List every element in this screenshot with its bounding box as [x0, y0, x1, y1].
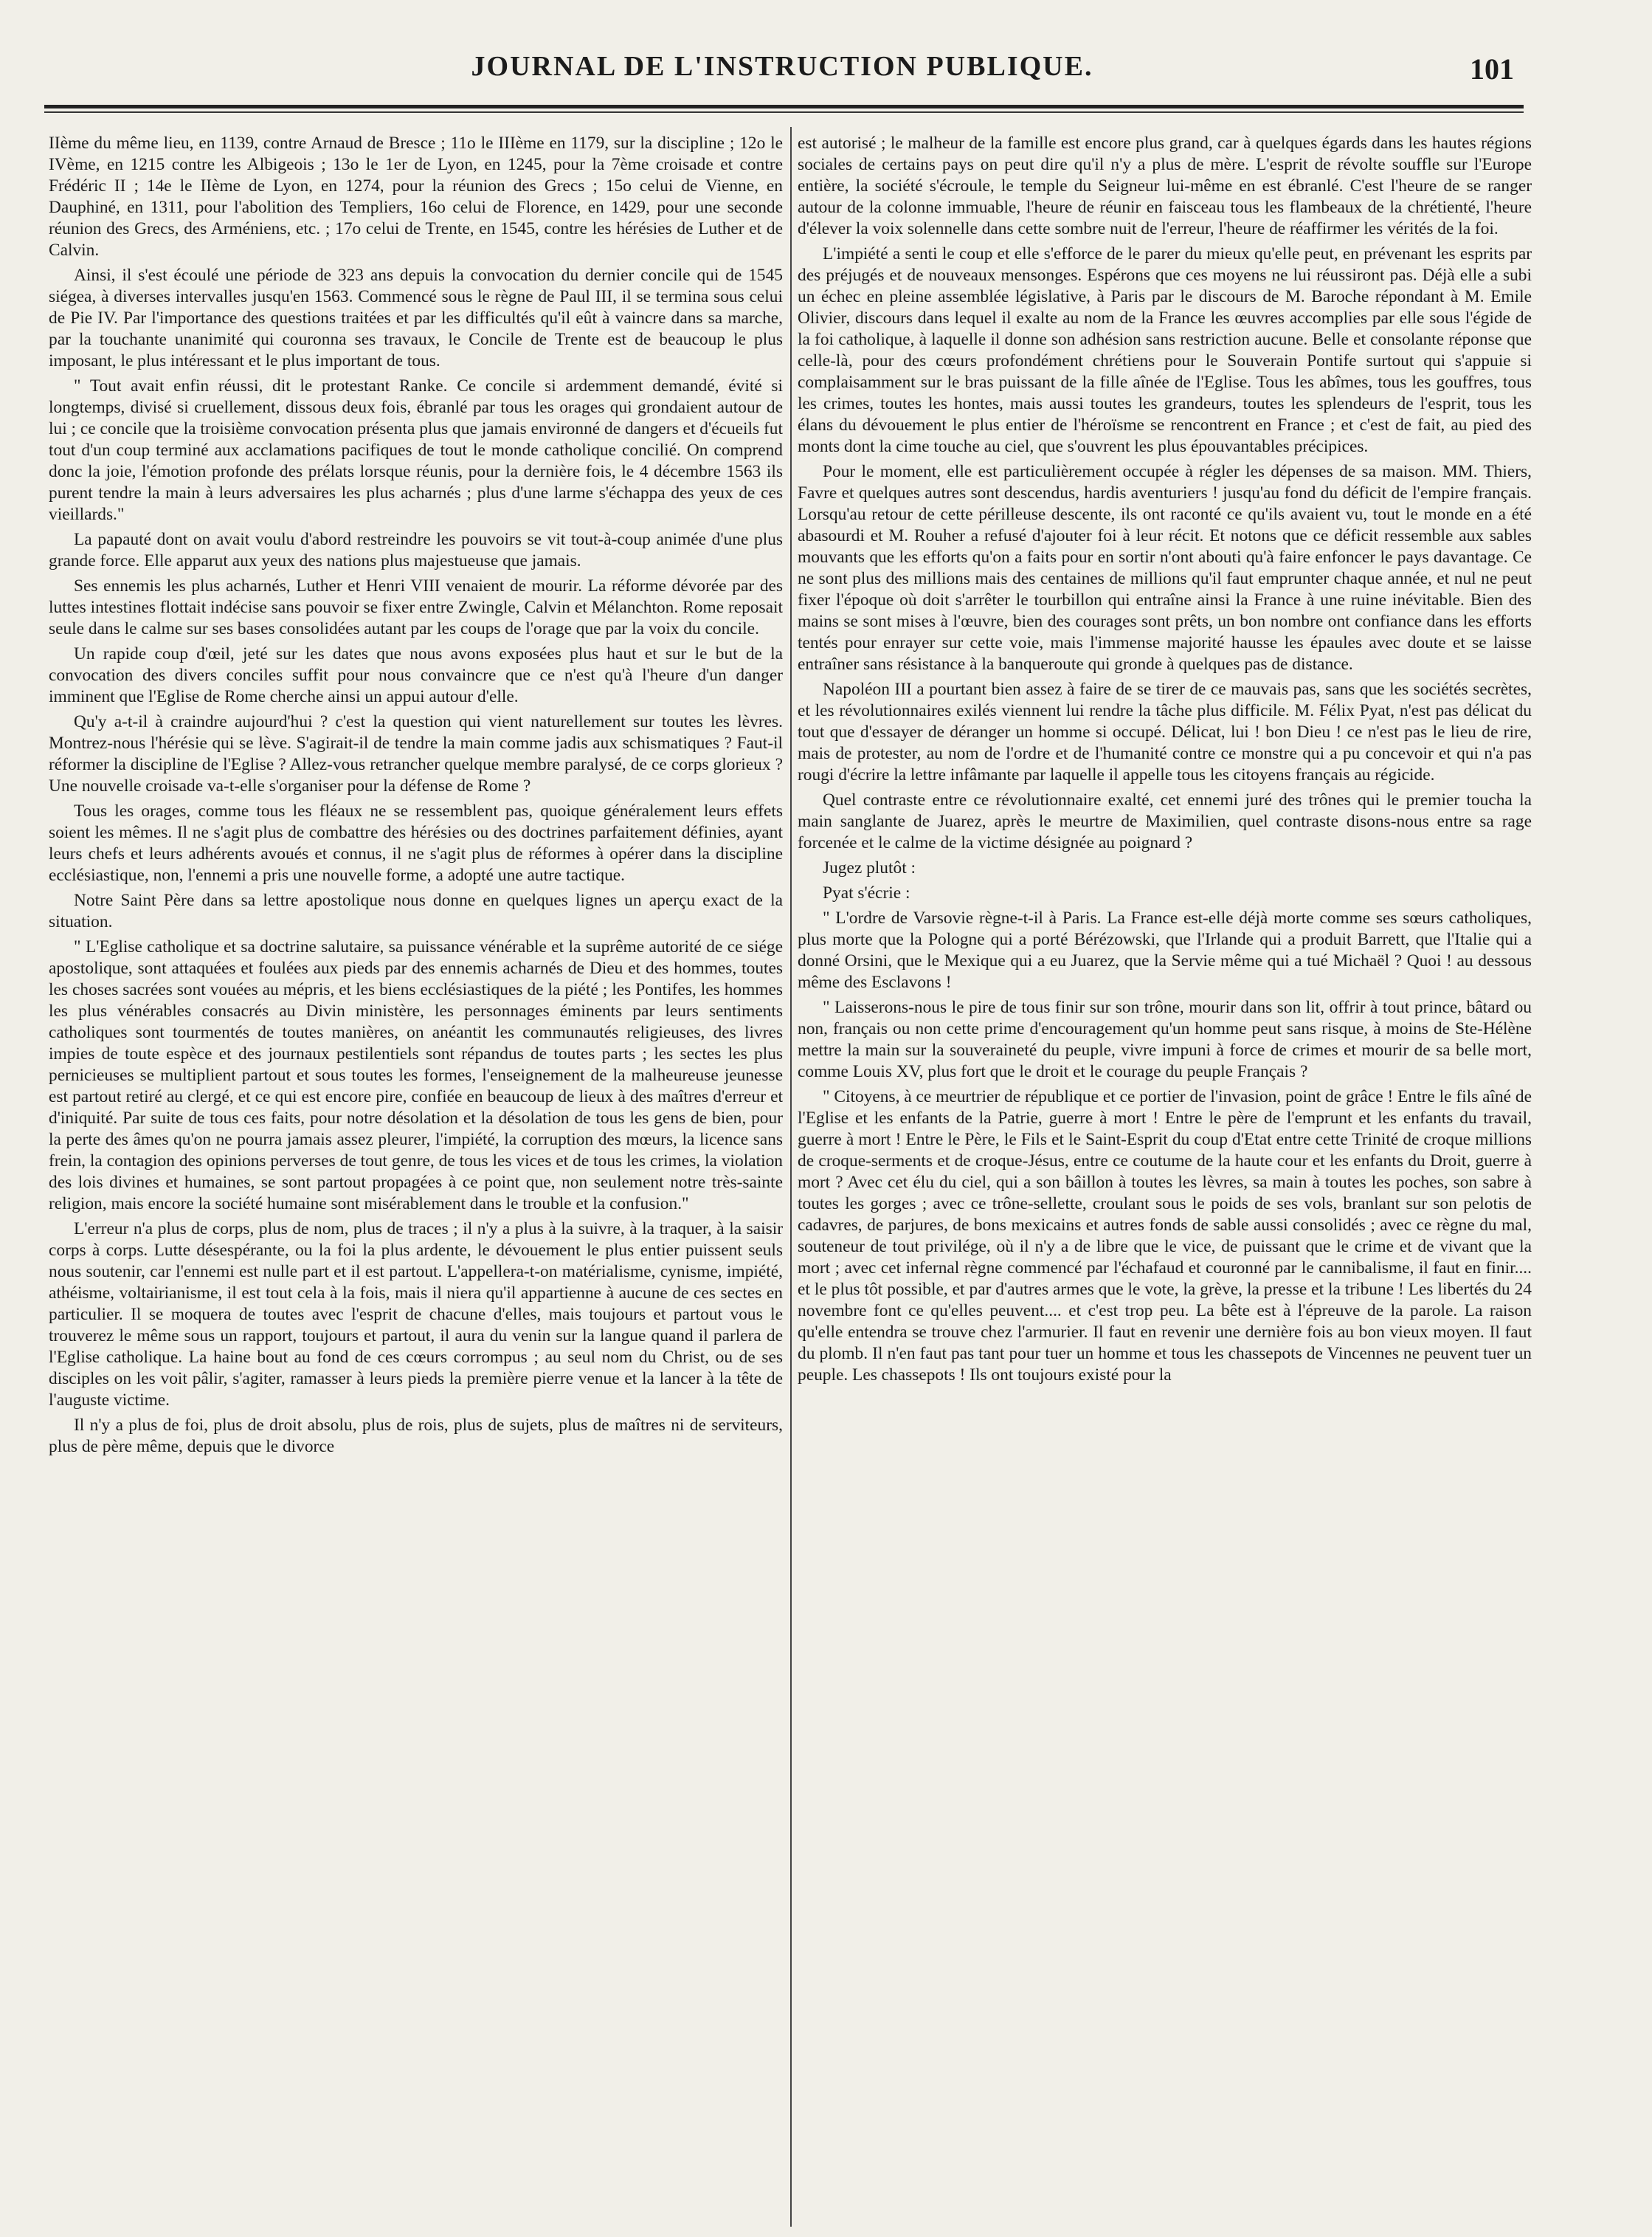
paragraph: Pyat s'écrie : [823, 883, 910, 903]
paragraph: Jugez plutôt : [823, 858, 916, 878]
paragraph: " L'ordre de Varsovie règne-t-il à Paris. La France est-elle déjà morte comme ses sœurs catholiques, plus morte que la Pologne qui a porté Bérézowski, que l'Irlande qui a produit Barrett, que l'Italie qui a donné Orsini, que le Mexique qui a eu Juarez, que la Servie même qui a tué Michaël ? Quoi ! au dessous même des Esclavons ! [798, 909, 1532, 992]
paragraph: " Citoyens, à ce meurtrier de république et ce portier de l'invasion, point de grâce ! Entre le fils aîné de l'Eglise et les enfants de la Patrie, guerre à mort ! Entre le père de l'emprunt et les enfants du travail, guerre à mort ! Entre le Père, le Fils et le Saint-Esprit du coup d'Etat entre cette Trinité de croque millions de croque-serments et de croque-Jésus, entre ce coutume de la haute cour et les enfants du Droit, guerre à mort ? Avec cet élu du ciel, qui a son bâillon à toutes les lèvres, sa main à toutes les poches, son sabre à toutes les gorges ; avec ce trône-sellette, croulant sous le poids de ses vols, branlant sur son pelotis de cadavres, de parjures, de bons mexicains et autres fonds de sable aussi consolidés ; avec ce règne du mal, souteneur de tout privilége, où il n'y a de libre que le vice, de puissant que le crime et de vivant que la mort ; avec cet infernal règne commencé par l'échafaud et couronné par le cannibalisme, il faut en finir.... et le plus tôt possible, et par d'autres armes que le vote, la grève, la presse et la tribune ! Les libertés du 24 novembre font ce qu'elles peuvent.... et c'est trop peu. La bête est à l'épreuve de la parole. La raison qu'elle entendra se trouve chez l'armurier. Il faut en revenir une dernière fois au bon vieux moyen. Il faut du plomb. Il n'en faut pas tant pour tuer un homme et tous les chassepots de Vincennes ne peuvent tuer un peuple. Les chassepots ! Ils ont toujours existé pour la [798, 1087, 1532, 1385]
paragraph: La papauté dont on avait voulu d'abord restreindre les pouvoirs se vit tout-à-coup animée d'une plus grande force. Elle apparut aux yeux des nations plus majestueuse que jamais. [49, 530, 783, 571]
paragraph: Pour le moment, elle est particulièrement occupée à régler les dépenses de sa maison. MM. Thiers, Favre et quelques autres sont descendus, hardis aventuriers ! jusqu'au fond du déficit de l'empire français. Lorsqu'au retour de cette périlleuse descente, ils ont raconté ce qu'ils avaient vu, tout le monde en a été abasourdi et M. Rouher a refusé d'ajouter foi à leur récit. Et notons que ce déficit ressemble aux sables mouvants que les efforts qu'on a faits pour en sortir n'ont abouti qu'à faire enfoncer le pays davantage. Ce ne sont plus des millions mais des centaines de millions qu'il faut emprunter chaque année, et nul ne peut fixer l'époque où doit s'arrêter le tourbillon qui entraîne ainsi la France à une ruine inévitable. Bien des mains se sont mises à l'œuvre, bien des courages sont prêts, un bon nombre ont confiance dans les efforts tentés pour enrayer sur cette voie, mais l'immense majorité hausse les épaules avec doute et se laisse entraîner sans résistance à la banqueroute qui gronde à quelques pas de distance. [798, 462, 1532, 674]
paragraph: Ainsi, il s'est écoulé une période de 323 ans depuis la convocation du dernier concile qui de 1545 siégea, à diverses intervalles jusqu'en 1563. Commencé sous le règne de Paul III, il se termina sous celui de Pie IV. Par l'importance des questions traitées et par les difficultés qu'il eût à vaincre dans sa marche, par la touchante unanimité qui couronna ses travaux, le Concile de Trente est de beaucoup le plus imposant, le plus intéressant et le plus important de tous. [49, 266, 783, 370]
right-column [798, 133, 1532, 2222]
paragraph: Ses ennemis les plus acharnés, Luther et Henri VIII venaient de mourir. La réforme dévorée par des luttes intestines flottait indécise sans pouvoir se fixer entre Zwingle, Calvin et Mélanchton. Rome reposait seule dans le calme sur ses bases consolidées autant par les coups de l'orage que par la voix du concile. [49, 576, 783, 638]
paragraph: Qu'y a-t-il à craindre aujourd'hui ? c'est la question qui vient naturellement sur toutes les lèvres. Montrez-nous l'hérésie qui se lève. S'agirait-il de tendre la main comme jadis aux schismatiques ? Faut-il réformer la discipline de l'Eglise ? Allez-vous retrancher quelque membre paralysé, de ce corps glorieux ? Une nouvelle croisade va-t-elle s'organiser pour la défense de Rome ? [49, 712, 783, 796]
paragraph: Il n'y a plus de foi, plus de droit absolu, plus de rois, plus de sujets, plus de maîtres ni de serviteurs, plus de père même, depuis que le divorce [49, 1416, 783, 1456]
paragraph: L'impiété a senti le coup et elle s'efforce de le parer du mieux qu'elle peut, en prévenant les esprits par des préjugés et de nouveaux mensonges. Espérons que ces moyens ne lui réussiront pas. Déjà elle a subi un échec en pleine assemblée législative, à Paris par le discours de M. Baroche répondant à M. Emile Olivier, discours dans lequel il exalte au nom de la France les œuvres accomplies par elle sous l'égide de la foi catholique, à laquelle il donne son adhésion sans restriction aucune. Belle et consolante réponse que celle-là, pour des cœurs profondément chrétiens pour le Souverain Pontife surtout qui s'appuie si complaisamment sur le bras puissant de la fille aînée de l'Eglise. Tous les abîmes, tous les gouffres, tous les crimes, toutes les hontes, mais aussi toutes les grandeurs, toutes les splendeurs de l'esprit, tous les élans du dévouement le plus entier de l'héroïsme se rencontrent en France ; et c'est de fait, au pied des monts dont la cime touche au ciel, que s'ouvrent les plus épouvantables précipices. [798, 244, 1532, 456]
page-number: 101 [1470, 52, 1514, 86]
paragraph: " Laisserons-nous le pire de tous finir sur son trône, mourir dans son lit, offrir à tout prince, bâtard ou non, français ou non cette prime d'encouragement qu'un homme peut sans risque, à moins de Ste-Hélène mettre la main sur la souveraineté du peuple, vivre impuni à force de crimes et mourir de sa belle mort, comme Louis XV, plus fort que le droit et le courage du peuple Français ? [798, 998, 1532, 1081]
page-header [44, 46, 1520, 97]
paragraph: Tous les orages, comme tous les fléaux ne se ressemblent pas, quoique généralement leurs effets soient les mêmes. Il ne s'agit plus de combattre des hérésies ou des doctrines parfaitement définies, ayant leurs chefs et leurs adhérents avoués et connus, il ne s'agit plus de réformes à opérer dans la discipline ecclésiastique, non, l'ennemi a pris une nouvelle forme, a adopté une autre tactique. [49, 802, 783, 885]
paragraph: IIème du même lieu, en 1139, contre Arnaud de Bresce ; 11o le IIIème en 1179, sur la discipline ; 12o le IVème, en 1215 contre les Albigeois ; 13o le 1er de Lyon, en 1245, pour la 7ème croisade et contre Frédéric II ; 14e le IIème de Lyon, en 1274, pour la réunion des Grecs ; 15o celui de Vienne, en Dauphiné, en 1311, pour l'abolition des Templiers, 16o celui de Florence, en 1429, pour une seconde réunion des Grecs, des Arméniens, etc. ; 17o celui de Trente, en 1545, contre les hérésies de Luther et de Calvin. [49, 134, 783, 260]
paragraph: " Tout avait enfin réussi, dit le protestant Ranke. Ce concile si ardemment demandé, évité si longtemps, divisé si cruellement, dissous deux fois, ébranlé par tous les orages qui grondaient autour de lui ; ce concile que la troisième convocation présenta plus que jamais environné de dangers et d'écueils fut tout d'un coup terminé aux acclamations pacifiques de tout le monde catholique concilié. On comprend donc la joie, l'émotion profonde des prélats lorsque réunis, pour la dernière fois, le 4 décembre 1563 ils purent tendre la main à leurs adversaires les plus acharnés ; plus d'une larme s'échappa des yeux de ces vieillards." [49, 376, 783, 524]
journal-title: JOURNAL DE L'INSTRUCTION PUBLIQUE. [471, 51, 1093, 82]
paragraph: L'erreur n'a plus de corps, plus de nom, plus de traces ; il n'y a plus à la suivre, à la traquer, à la saisir corps à corps. Lutte désespérante, ou la foi la plus ardente, le dévouement le plus entier puissent seuls nous soutenir, car l'ennemi est nulle part et il est partout. L'appellera-t-on matérialisme, cynisme, impiété, athéisme, voltairianisme, il est tout cela à la fois, mais il niera qu'il appartienne à aucune de ces sectes en particulier. Il se moquera de toutes avec l'esprit de chacune d'elles, mais toujours et partout vous le trouverez le même sous un rapport, toujours et partout, il aura du venin sur la langue quand il parlera de l'Eglise catholique. La haine bout au fond de ces cœurs corrompus ; au seul nom du Christ, ou de ses disciples on les voit pâlir, s'agiter, ramasser à leurs pieds la première pierre venue et la lancer à la tête de l'auguste victime. [49, 1219, 783, 1410]
paragraph: " L'Eglise catholique et sa doctrine salutaire, sa puissance vénérable et la suprême autorité de ce siége apostolique, sont attaquées et foulées aux pieds par des ennemis acharnés de Dieu et des hommes, toutes les choses sacrées sont vouées au mépris, et les biens ecclésiastiques de la piété ; les Pontifes, les hommes les plus vénérables consacrés au Divin ministère, les personnages éminents par leurs sentiments catholiques sont tourmentés de toutes manières, on anéantit les communautés religieuses, des livres impies de toute espèce et des journaux pestilentiels sont répandus de toutes parts ; les sectes les plus pernicieuses se multiplient partout et sous toutes les formes, l'enseignement de la malheureuse jeunesse est partout retiré au clergé, et ce qui est encore pire, confiée en beaucoup de lieux à des maîtres d'erreur et d'iniquité. Par suite de tous ces faits, pour notre désolation et la désolation de tous les gens de bien, pour la perte des âmes qu'on ne pourra jamais assez pleurer, l'impiété, la corruption des mœurs, la licence sans frein, la contagion des opinions perverses de tout genre, de tous les vices et de tous les crimes, la violation des lois divines et humaines, se sont partout propagées à ce point que, non seulement notre très-sainte religion, mais encore la société humaine sont misérablement dans le trouble et la confusion." [49, 937, 783, 1213]
paragraph: Napoléon III a pourtant bien assez à faire de se tirer de ce mauvais pas, sans que les sociétés secrètes, et les révolutionnaires exilés viennent lui rendre la tâche plus difficile. M. Félix Pyat, n'est pas délicat du tout que d'essayer de déranger un homme si occupé. Délicat, lui ! bon Dieu ! ce n'est pas le lieu de rire, mais de protester, au nom de l'ordre et de l'humanité contre ce monstre qui a pu concevoir et qui n'a pas rougi d'écrire la lettre infâmante par laquelle il appelle tous les citoyens français au régicide. [798, 680, 1532, 785]
left-column [49, 133, 783, 2222]
paragraph: est autorisé ; le malheur de la famille est encore plus grand, car à quelques égards dans les hautes régions sociales de certains pays on peut dire qu'il n'y a plus de mère. L'esprit de révolte souffle sur l'Europe entière, la société s'écroule, le temple du Seigneur lui-même en est ébranlé. C'est l'heure de se ranger autour de la colonne immuable, l'heure de réunir en faisceau tous les flambeaux de la chrétienté, l'heure d'élever la voix solennelle dans cette sombre nuit de l'erreur, l'heure de réaffirmer les vérités de la foi. [798, 134, 1532, 238]
paragraph: Quel contraste entre ce révolutionnaire exalté, cet ennemi juré des trônes qui le premier toucha la main sanglante de Juarez, après le meurtre de Maximilien, quel contraste disons-nous entre sa rage forcenée et le calme de la victime désignée au poignard ? [798, 790, 1532, 852]
header-rule-thick [44, 105, 1524, 108]
column-divider [790, 127, 792, 2227]
paragraph: Notre Saint Père dans sa lettre apostolique nous donne en quelques lignes un aperçu exact de la situation. [49, 891, 783, 931]
paragraph: Un rapide coup d'œil, jeté sur les dates que nous avons exposées plus haut et sur le but de la convocation des divers conciles suffit pour nous convaincre que ce n'est qu'à l'heure d'un danger imminent que l'Eglise de Rome cherche ainsi un appui autour d'elle. [49, 644, 783, 706]
header-rule-thin [44, 111, 1524, 113]
